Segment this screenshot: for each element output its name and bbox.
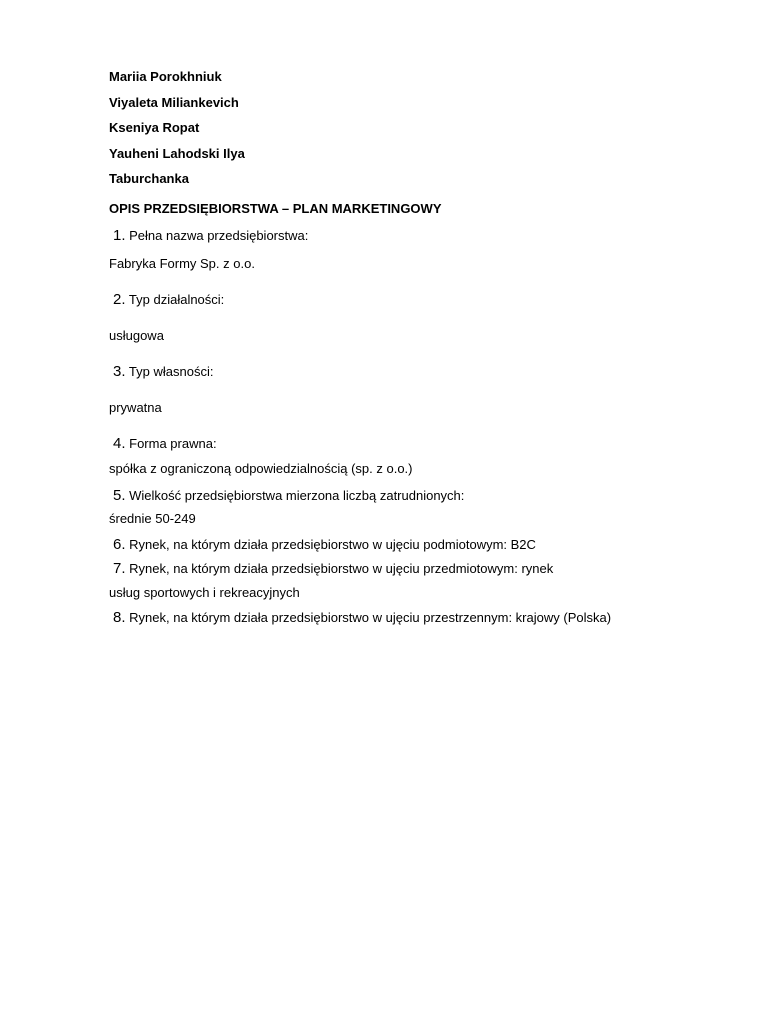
item-text: Forma prawna: [129,435,217,451]
item-answer: prywatna [109,399,162,415]
item-number: 5. [113,486,126,504]
item-number: 2. [113,290,126,308]
item-answer: średnie 50-249 [109,510,196,526]
item-answer: spółka z ograniczoną odpowiedzialnością (sp. z o.o.) [109,460,413,476]
item-number: 8. [113,608,126,626]
list-item [109,536,729,554]
item-text: Wielkość przedsiębiorstwa mierzona liczbą zatrudnionych: [129,487,465,503]
item-text: Rynek, na którym działa przedsiębiorstwo w ujęciu podmiotowym: B2C [129,536,536,552]
document-page [109,64,729,627]
list-item [109,487,729,505]
item-number: 4. [113,434,126,452]
document-title: OPIS PRZEDSIĘBIORSTWA – PLAN MARKETINGOWY [109,200,442,216]
item-text: Rynek, na którym działa przedsiębiorstwo w ujęciu przestrzennym: krajowy (Polska) [129,609,612,625]
item-text: Typ własności: [128,363,214,379]
item-number: 1. [113,226,126,244]
item-text: Pełna nazwa przedsiębiorstwa: [129,227,309,243]
item-number: 6. [113,535,126,553]
item-number: 7. [113,559,126,577]
author-name: Yauheni Lahodski Ilya [109,145,245,161]
item-text: Rynek, na którym działa przedsiębiorstwo w ujęciu przedmiotowym: rynek [129,560,554,576]
item-answer: usługowa [109,327,164,343]
list-item [109,435,729,453]
list-item [109,609,729,627]
list-item [109,560,729,578]
item-number: 3. [113,362,126,380]
list-item [109,363,729,381]
author-name: Kseniya Ropat [109,120,200,135]
author-name: Mariia Porokhniuk [109,69,222,84]
author-list [109,64,729,192]
item-text: Typ działalności: [128,291,225,307]
item-answer: Fabryka Formy Sp. z o.o. [109,255,255,271]
author-name: Viyaleta Miliankevich [109,94,239,110]
item-answer: usług sportowych i rekreacyjnych [109,584,300,600]
list-item [109,291,729,309]
author-name: Taburchanka [109,171,189,186]
list-item [109,227,729,245]
